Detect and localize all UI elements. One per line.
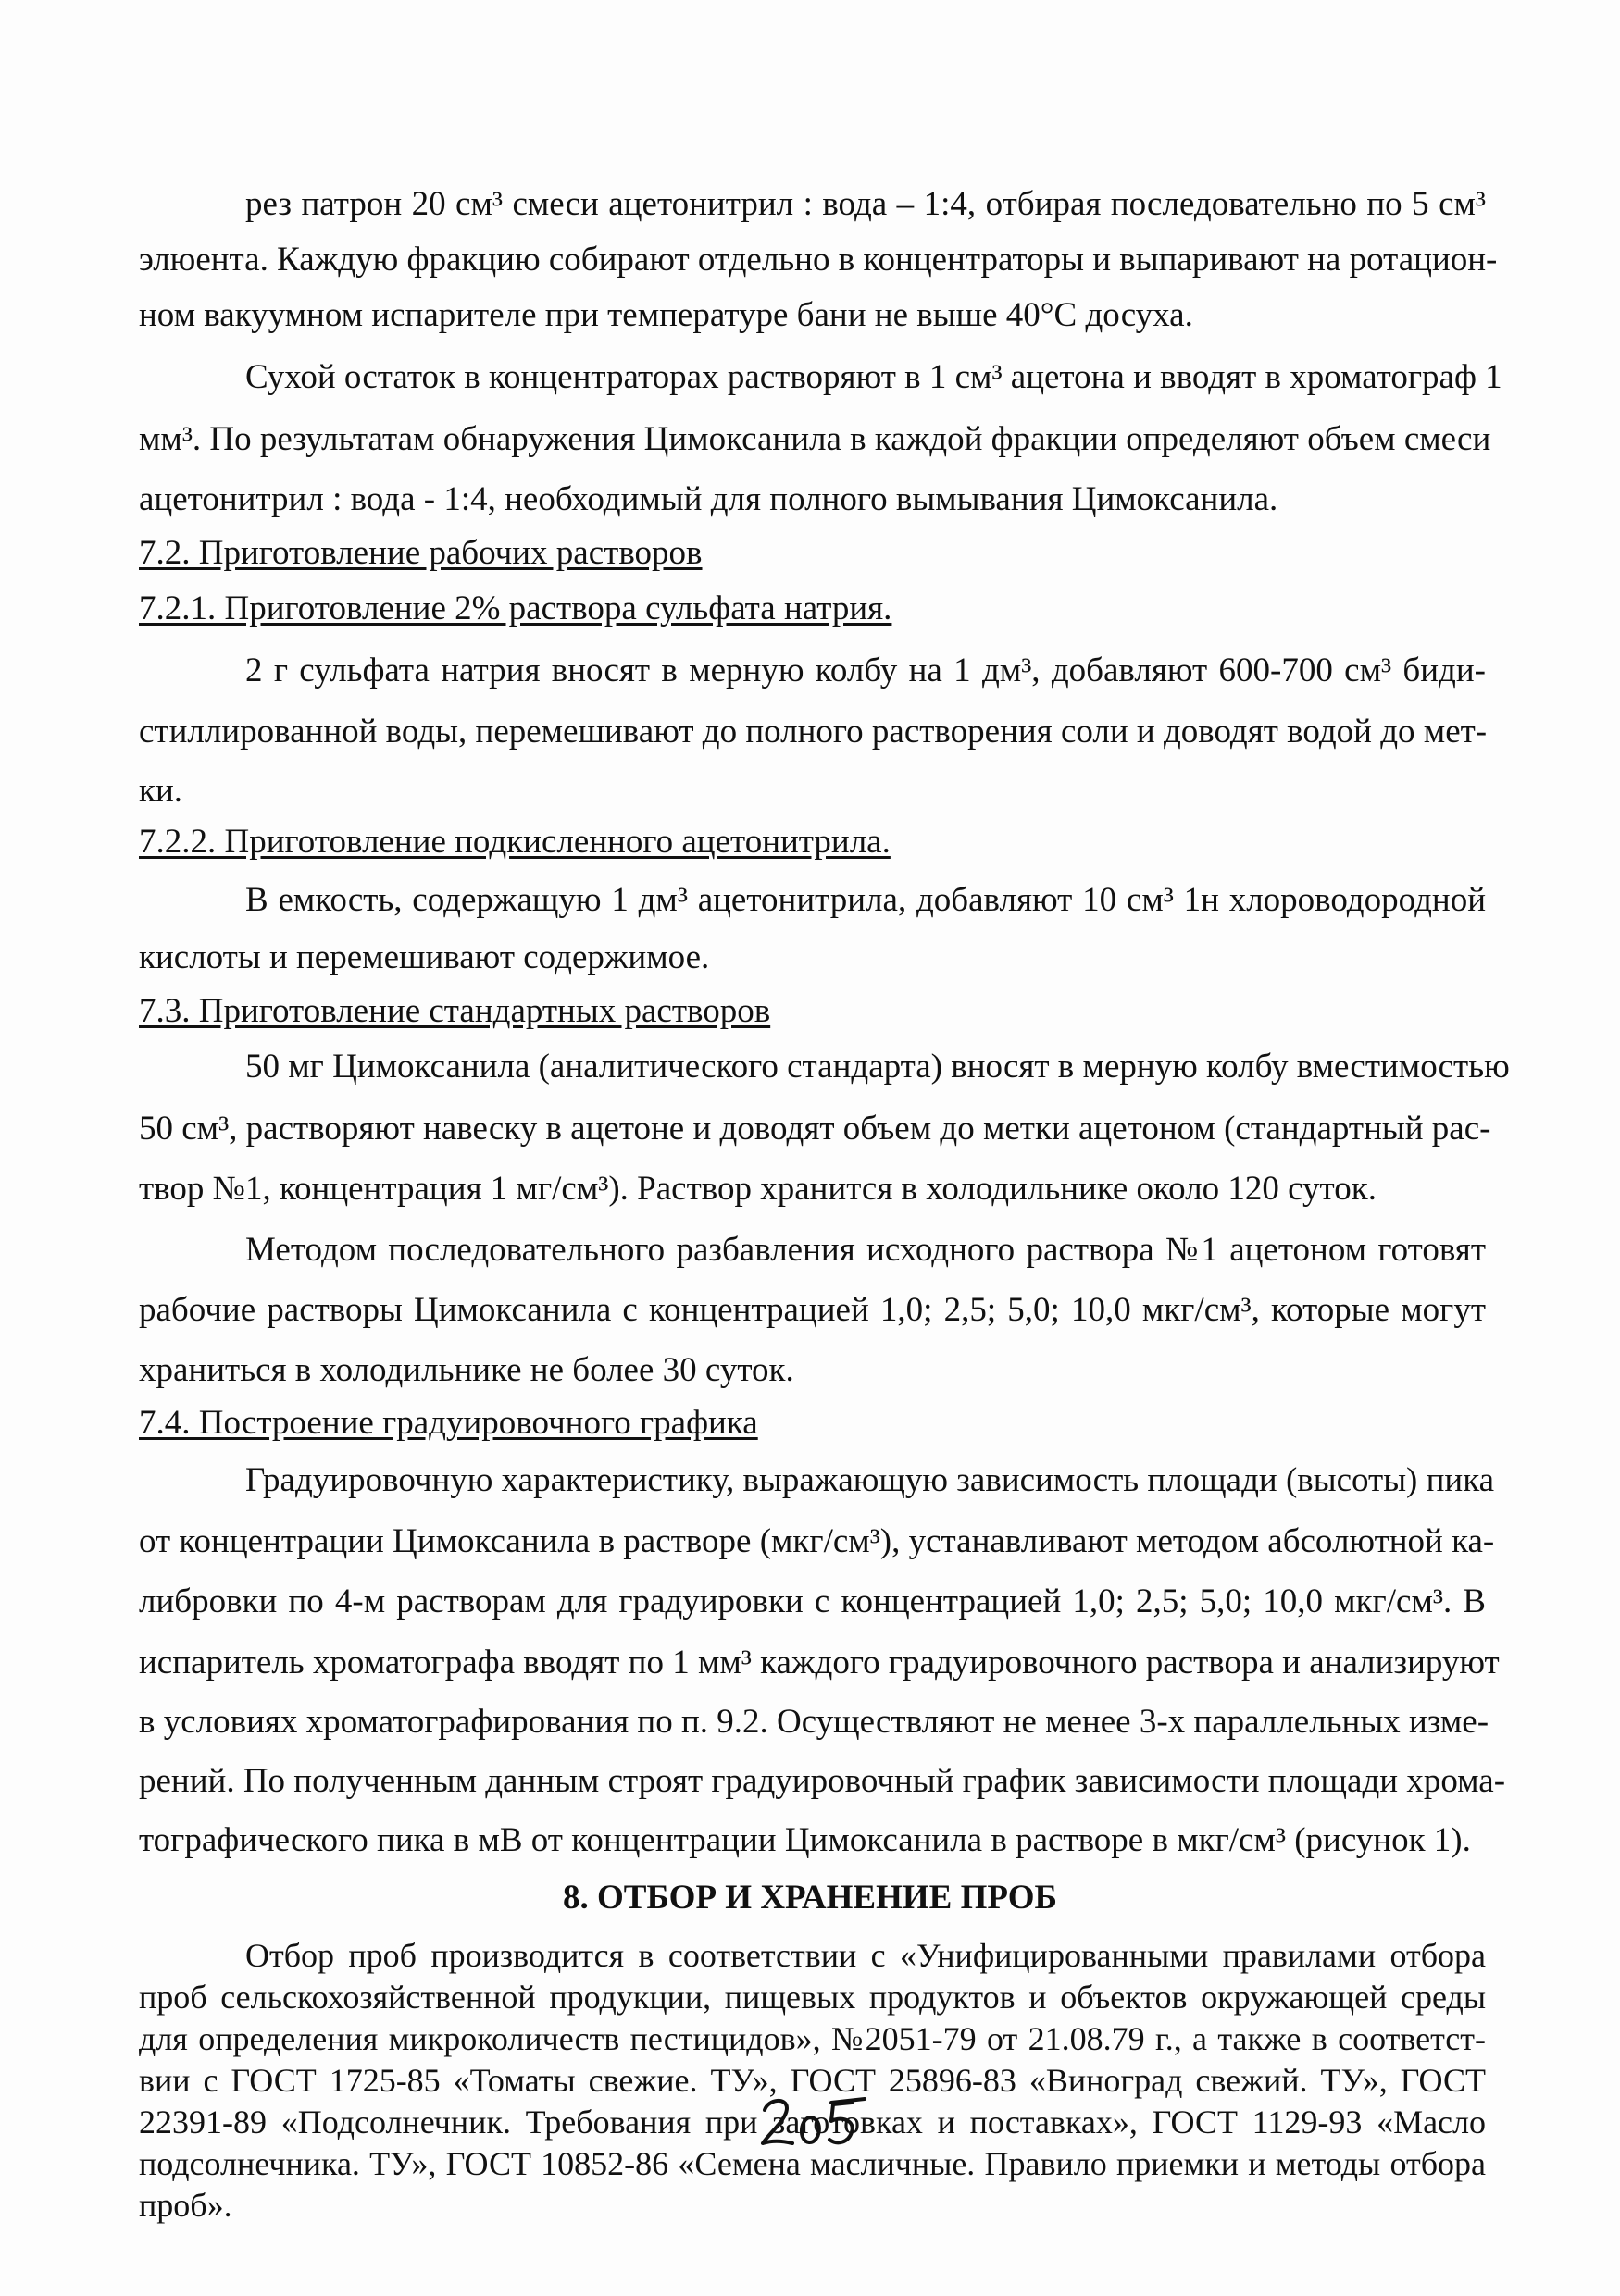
section-heading-7-2-2: 7.2.2. Приготовление подкисленного ацетонитрила.	[139, 823, 891, 861]
paragraph-line: вии с ГОСТ 1725-85 «Томаты свежие. ТУ», ГОСТ 25896-83 «Виноград свежий. ТУ», ГОСТ	[139, 2062, 1486, 2099]
paragraph-line: Сухой остаток в концентраторах растворяют в 1 см³ ацетона и вводят в хроматограф 1	[245, 358, 1502, 396]
section-heading-8: 8. ОТБОР И ХРАНЕНИЕ ПРОБ	[563, 1879, 1057, 1917]
paragraph-line: от концентрации Цимоксанила в растворе (мкг/см³), устанавливают методом абсолютной ка-	[139, 1522, 1495, 1560]
paragraph-line: либровки по 4-м растворам для градуировки с концентрацией 1,0; 2,5; 5,0; 10,0 мкг/см³. В	[139, 1582, 1486, 1620]
paragraph-line: мм³. По результатам обнаружения Цимоксанила в каждой фракции определяют объем смеси	[139, 420, 1491, 458]
section-heading-7-3: 7.3. Приготовление стандартных растворов	[139, 992, 771, 1030]
paragraph-line: Методом последовательного разбавления исходного раствора №1 ацетоном готовят	[245, 1231, 1486, 1269]
paragraph-line: Градуировочную характеристику, выражающую зависимость площади (высоты) пика	[245, 1461, 1495, 1499]
paragraph-line: 2 г сульфата натрия вносят в мерную колбу на 1 дм³, добавляют 600-700 см³ биди-	[245, 652, 1486, 689]
paragraph-line: ки.	[139, 772, 183, 810]
section-heading-7-2: 7.2. Приготовление рабочих растворов	[139, 534, 703, 572]
paragraph-line: ацетонитрил : вода - 1:4, необходимый для полного вымывания Цимоксанила.	[139, 480, 1278, 518]
paragraph-line: тографического пика в мВ от концентрации Цимоксанила в растворе в мкг/см³ (рисунок 1).	[139, 1821, 1471, 1859]
section-heading-7-4: 7.4. Построение градуировочного графика	[139, 1404, 758, 1442]
handwritten-page-number	[759, 2090, 870, 2154]
paragraph-line: рабочие растворы Цимоксанила с концентрацией 1,0; 2,5; 5,0; 10,0 мкг/см³, которые могут	[139, 1291, 1486, 1329]
paragraph-line: Отбор проб производится в соответствии с «Унифицированными правилами отбора	[245, 1937, 1486, 1974]
paragraph-line: рез патрон 20 см³ смеси ацетонитрил : вода – 1:4, отбирая последовательно по 5 см³	[245, 185, 1486, 223]
paragraph-line: 22391-89 «Подсолнечник. Требования при заготовках и поставках», ГОСТ 1129-93 «Масло	[139, 2104, 1486, 2141]
paragraph-line: рений. По полученным данным строят градуировочный график зависимости площади хрома-	[139, 1762, 1506, 1800]
paragraph-line: ном вакуумном испарителе при температуре бани не выше 40°С досуха.	[139, 296, 1193, 334]
paragraph-line: стиллированной воды, перемешивают до полного растворения соли и доводят водой до мет-	[139, 713, 1488, 751]
paragraph-line: В емкость, содержащую 1 дм³ ацетонитрила, добавляют 10 см³ 1н хлороводородной	[245, 881, 1486, 919]
paragraph-line: 50 мг Цимоксанила (аналитического стандарта) вносят в мерную колбу вместимостью	[245, 1048, 1510, 1086]
paragraph-line: проб сельскохозяйственной продукции, пищевых продуктов и объектов окружающей среды	[139, 1979, 1486, 2016]
paragraph-line: храниться в холодильнике не более 30 суток.	[139, 1351, 794, 1389]
paragraph-line: испаритель хроматографа вводят по 1 мм³ каждого градуировочного раствора и анализируют	[139, 1644, 1500, 1682]
paragraph-line: элюента. Каждую фракцию собирают отдельно в концентраторы и выпаривают на ротацион-	[139, 241, 1498, 279]
paragraph-line: подсолнечника. ТУ», ГОСТ 10852-86 «Семена масличные. Правило приемки и методы отбора	[139, 2145, 1486, 2182]
paragraph-line: кислоты и перемешивают содержимое.	[139, 938, 710, 976]
paragraph-line: для определения микроколичеств пестицидов», №2051-79 от 21.08.79 г., а также в соответст-	[139, 2020, 1486, 2057]
page-number-handwriting	[759, 2090, 870, 2154]
paragraph-line: в условиях хроматографирования по п. 9.2. Осуществляют не менее 3-х параллельных изме-	[139, 1703, 1489, 1741]
section-heading-7-2-1: 7.2.1. Приготовление 2% раствора сульфата натрия.	[139, 590, 892, 627]
paragraph-line: 50 см³, растворяют навеску в ацетоне и доводят объем до метки ацетоном (стандартный рас-	[139, 1110, 1491, 1148]
paragraph-line: твор №1, концентрация 1 мг/см³). Раствор хранится в холодильнике около 120 суток.	[139, 1170, 1377, 1208]
paragraph-line: проб».	[139, 2187, 232, 2224]
